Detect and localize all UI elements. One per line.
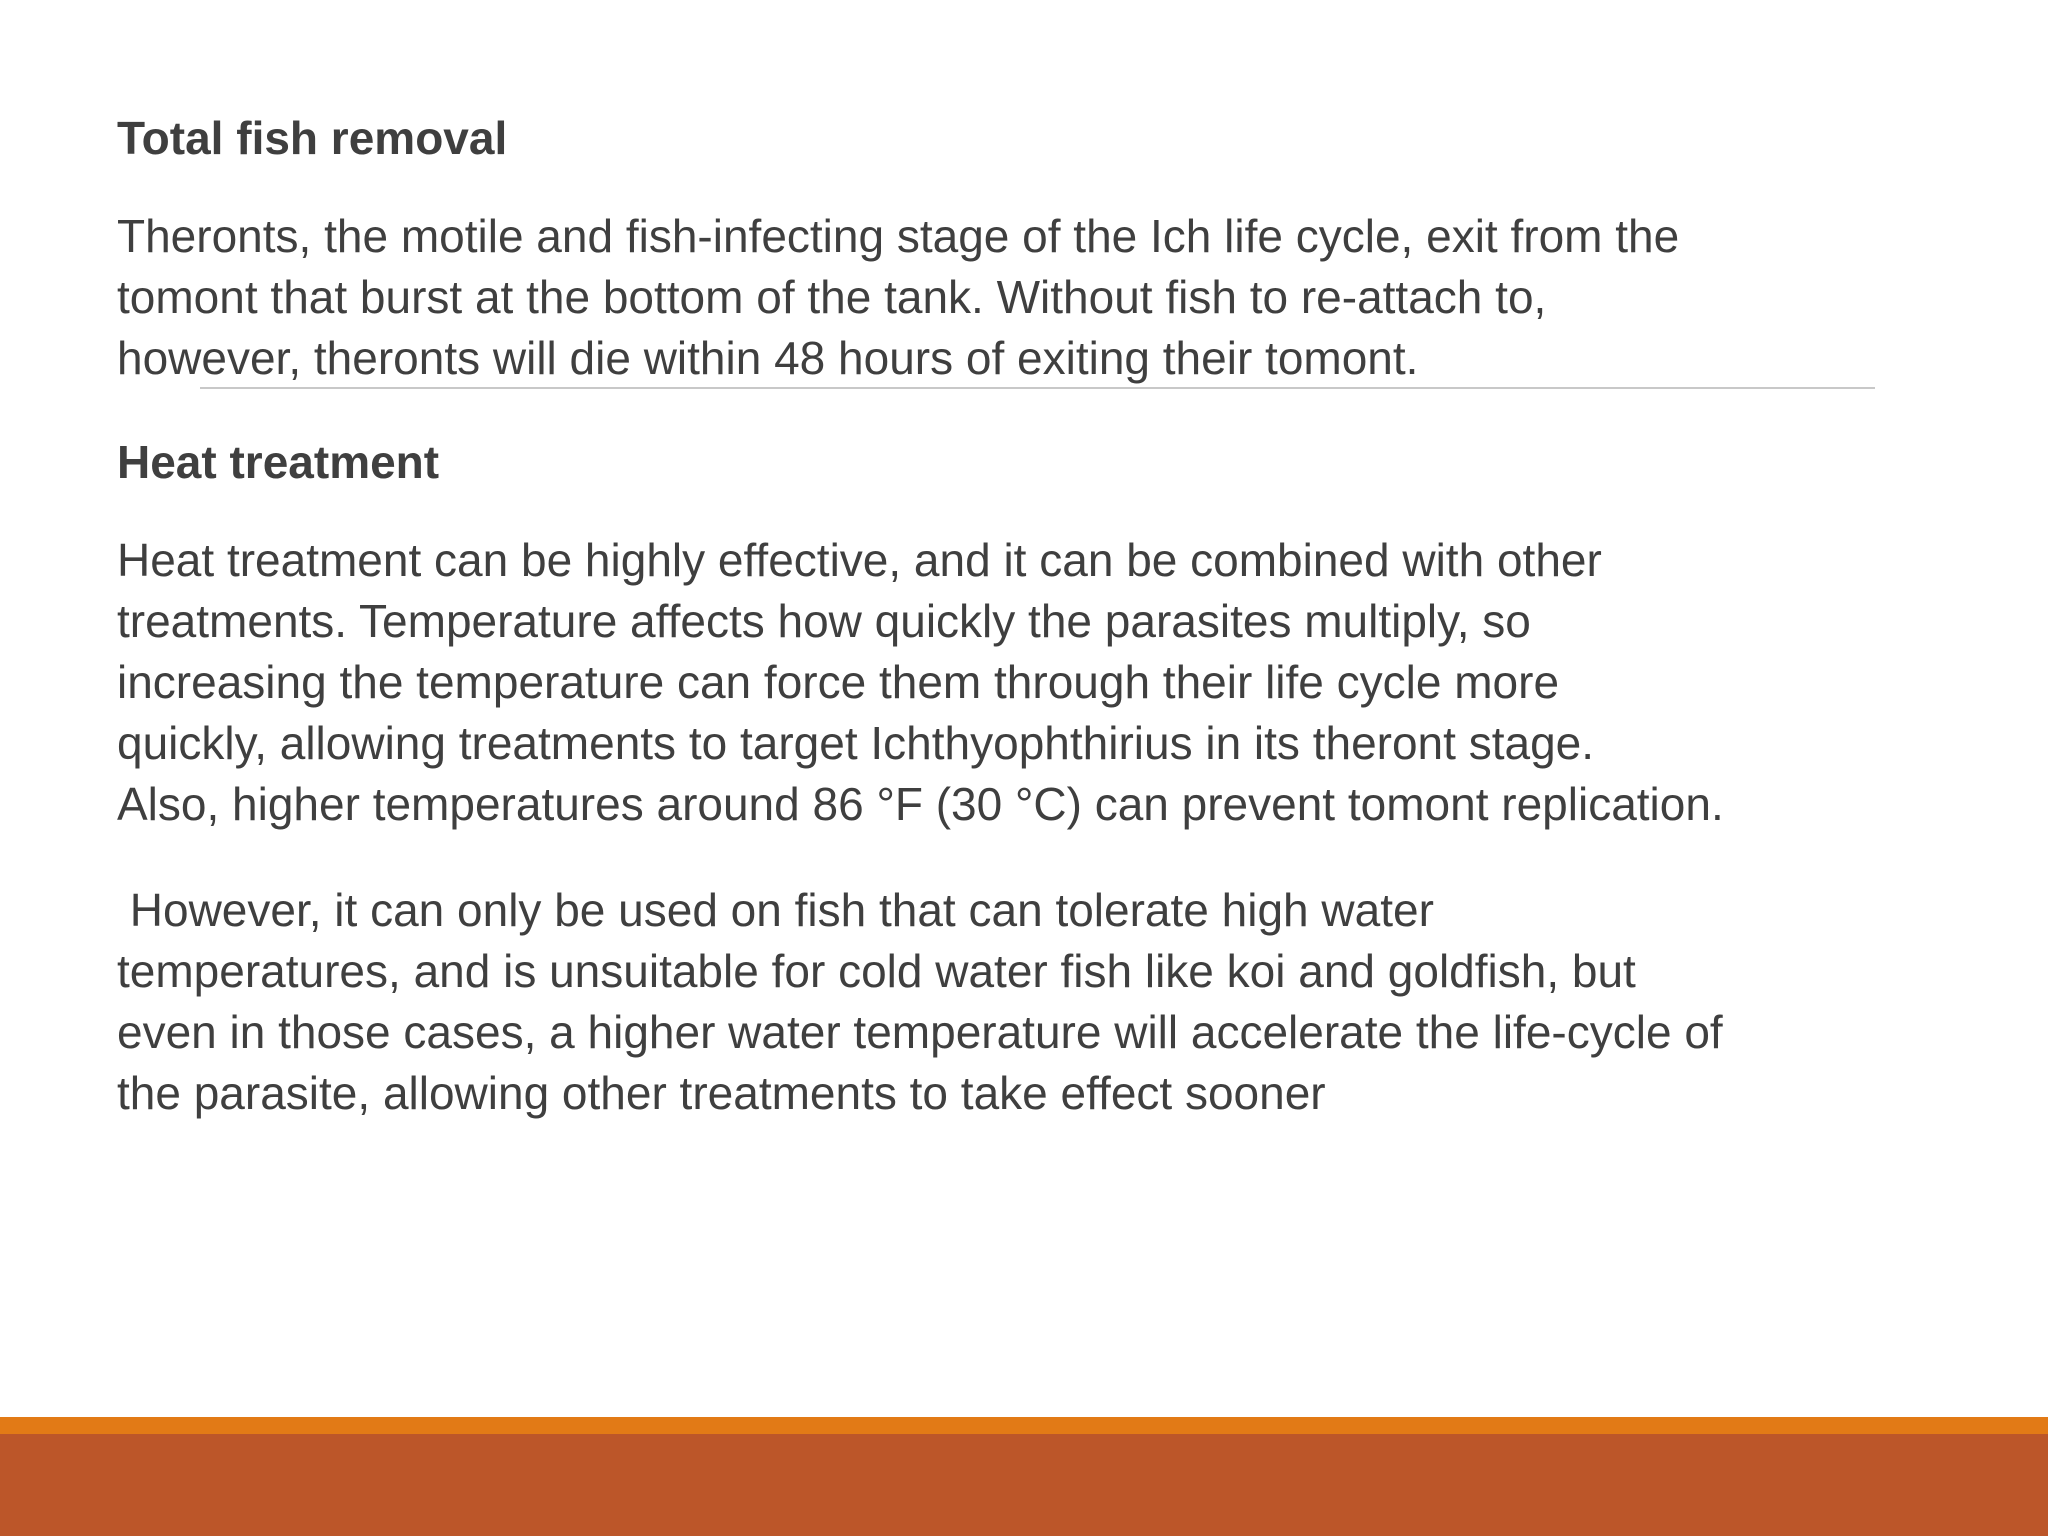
text-line: increasing the temperature can force them through their life cycle more <box>117 656 1560 708</box>
paragraph-heat-treatment-limitations <box>117 880 1723 1124</box>
text-line: temperatures, and is unsuitable for cold water fish like koi and goldfish, but <box>117 945 1636 997</box>
text-line: Also, higher temperatures around 86 °F (30 °C) can prevent tomont replication. <box>117 778 1724 830</box>
heading-heat-treatment: Heat treatment <box>117 436 440 488</box>
divider-line <box>200 387 1875 389</box>
text-line: tomont that burst at the bottom of the tank. Without fish to re-attach to, <box>117 271 1547 323</box>
text-line: Theronts, the motile and fish-infecting stage of the Ich life cycle, exit from the <box>117 210 1680 262</box>
text-line: quickly, allowing treatments to target Ichthyophthirius in its theront stage. <box>117 717 1595 769</box>
text-line: However, it can only be used on fish that can tolerate high water <box>117 884 1434 936</box>
text-line: Heat treatment can be highly effective, and it can be combined with other <box>117 534 1602 586</box>
text-line: the parasite, allowing other treatments to take effect sooner <box>117 1067 1326 1119</box>
text-line: even in those cases, a higher water temperature will accelerate the life-cycle of <box>117 1006 1723 1058</box>
paragraph-total-fish-removal <box>117 206 1679 389</box>
footer-bar <box>0 1434 2048 1536</box>
text-line: treatments. Temperature affects how quickly the parasites multiply, so <box>117 595 1531 647</box>
heading-total-fish-removal: Total fish removal <box>117 112 508 164</box>
paragraph-heat-treatment <box>117 530 1724 835</box>
text-line: however, theronts will die within 48 hours of exiting their tomont. <box>117 332 1419 384</box>
footer-accent-stripe <box>0 1417 2048 1434</box>
